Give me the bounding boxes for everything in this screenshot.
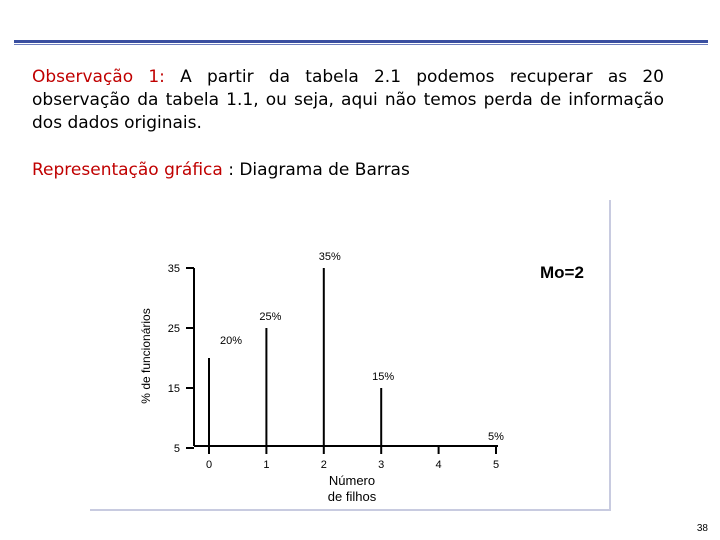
y-axis-label: % de funcionários <box>139 308 153 404</box>
chart-labels <box>220 251 504 443</box>
x-axis-label-line2: de filhos <box>327 489 377 504</box>
data-label-2: 35% <box>318 251 341 263</box>
y-tick-label: 35 <box>167 263 180 275</box>
section-label: Representação gráfica <box>32 160 223 180</box>
y-tick-label: 5 <box>173 443 180 455</box>
x-tick-label: 1 <box>263 459 270 471</box>
y-tick-label: 15 <box>167 383 180 395</box>
data-label-5: 5% <box>488 431 504 443</box>
x-tick-label: 3 <box>378 459 385 471</box>
x-tick-label: 0 <box>205 459 213 471</box>
page-number: 38 <box>696 523 708 534</box>
x-tick-label: 4 <box>435 459 442 471</box>
data-label-0: 20% <box>219 335 243 347</box>
x-tick-label: 5 <box>492 459 500 471</box>
observation-text: A partir da tabela 2.1 podemos recuperar as 20 observação da tabela 1.1, ou seja, aqui não temos perda de informação dos dados originais. <box>32 67 664 133</box>
chart-bars <box>209 268 496 448</box>
mode-label: Mo=2 <box>540 263 584 282</box>
x-axis-label-line1: Número <box>328 473 376 488</box>
y-tick-label: 25 <box>167 323 180 335</box>
x-tick-label: 2 <box>320 459 327 471</box>
section-text: : Diagrama de Barras <box>222 160 410 180</box>
data-label-1: 25% <box>259 311 282 323</box>
chart-axes <box>168 263 499 471</box>
observation-label: Observação 1: <box>32 67 165 87</box>
data-label-3: 15% <box>372 371 395 383</box>
